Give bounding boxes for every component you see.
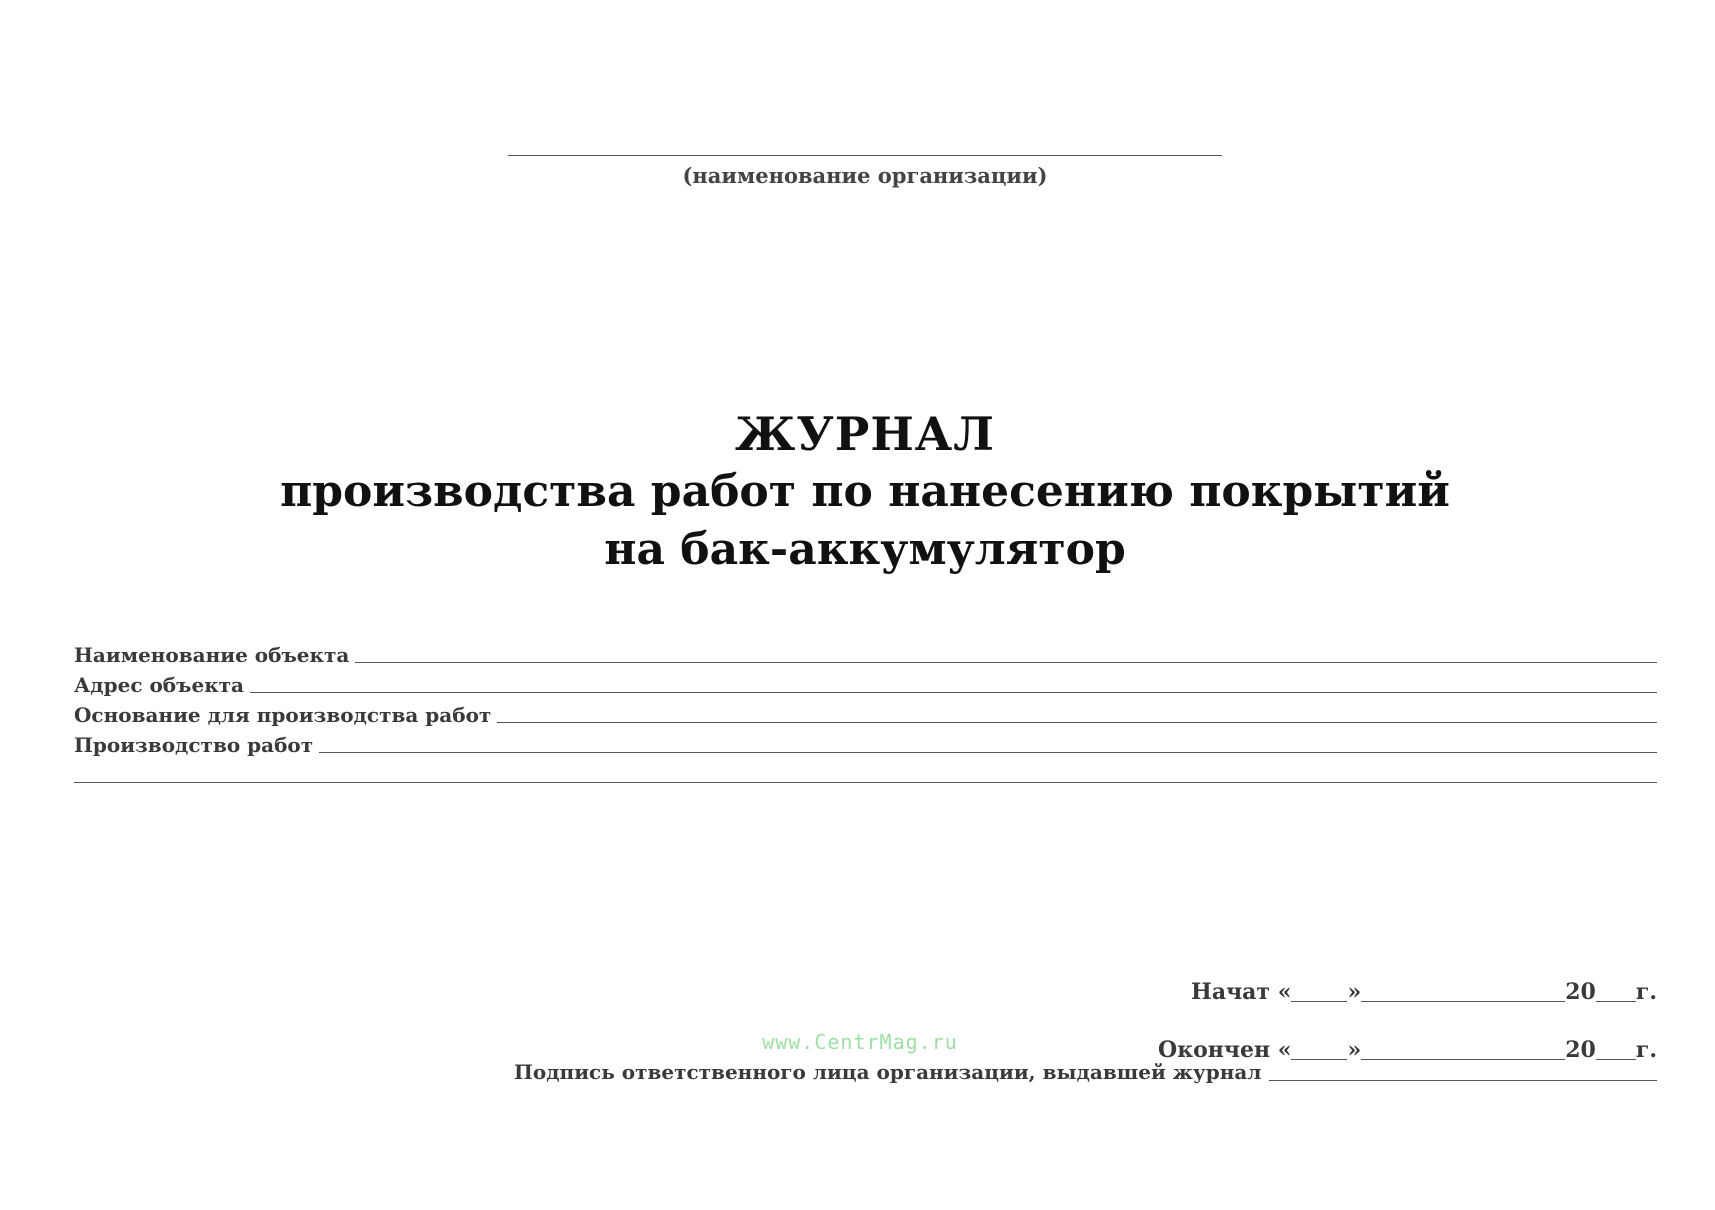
fill-line bbox=[250, 692, 1657, 693]
field-object-address bbox=[74, 666, 1657, 696]
organization-name-line bbox=[508, 155, 1222, 156]
field-label: Производство работ bbox=[74, 733, 314, 757]
month-blank bbox=[1361, 1041, 1565, 1060]
quote-close: » bbox=[1347, 1037, 1362, 1063]
date-started-row bbox=[1097, 946, 1657, 1004]
fill-line bbox=[319, 752, 1657, 753]
signature-line bbox=[1269, 1080, 1657, 1081]
field-extra-line bbox=[74, 756, 1657, 786]
title-subtitle-line-1: производства работ по нанесению покрытий bbox=[280, 466, 1450, 517]
field-label: Адрес объекта bbox=[74, 673, 245, 697]
fill-line bbox=[497, 722, 1657, 723]
date-ended-row bbox=[1097, 1004, 1657, 1062]
month-blank bbox=[1361, 983, 1565, 1002]
field-object-name bbox=[74, 636, 1657, 666]
date-block bbox=[1097, 946, 1657, 1062]
year-blank bbox=[1596, 1041, 1636, 1060]
field-label: Наименование объекта bbox=[74, 643, 350, 667]
signature-row bbox=[514, 1060, 1657, 1084]
year-prefix: 20 bbox=[1565, 979, 1596, 1005]
title-main: ЖУРНАЛ bbox=[735, 407, 995, 461]
title-subtitle-line-2: на бак-аккумулятор bbox=[604, 524, 1126, 575]
watermark: www.CentrMag.ru bbox=[762, 1030, 958, 1054]
fill-line bbox=[355, 662, 1657, 663]
object-fields bbox=[74, 636, 1657, 786]
year-blank bbox=[1596, 983, 1636, 1002]
day-blank bbox=[1291, 1041, 1347, 1060]
year-suffix: г. bbox=[1635, 979, 1657, 1005]
signature-label: Подпись ответственного лица организации, выдавшей журнал bbox=[514, 1060, 1262, 1084]
date-started-label: Начат « bbox=[1191, 979, 1292, 1005]
field-work-production bbox=[74, 726, 1657, 756]
day-blank bbox=[1291, 983, 1347, 1002]
year-prefix: 20 bbox=[1565, 1037, 1596, 1063]
title-block bbox=[200, 405, 1530, 579]
fill-line bbox=[74, 782, 1657, 783]
date-ended-label: Окончен « bbox=[1158, 1037, 1292, 1063]
organization-caption: (наименование организации) bbox=[682, 163, 1048, 188]
quote-close: » bbox=[1347, 979, 1362, 1005]
year-suffix: г. bbox=[1635, 1037, 1657, 1063]
field-work-basis bbox=[74, 696, 1657, 726]
field-label: Основание для производства работ bbox=[74, 703, 492, 727]
